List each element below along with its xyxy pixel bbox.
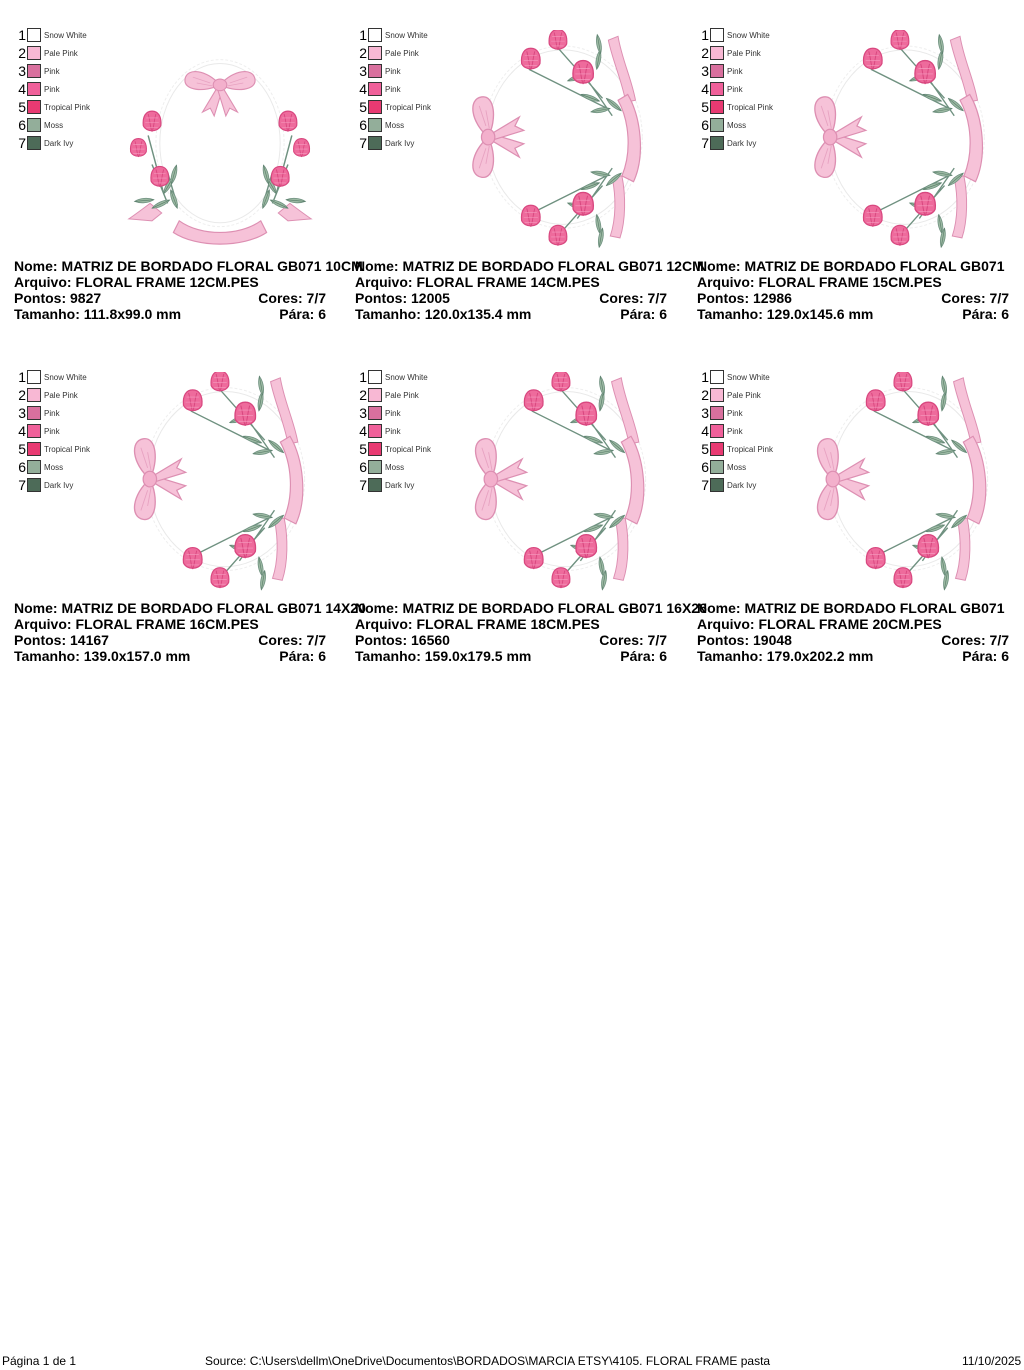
color-swatch [368, 82, 382, 96]
color-name: Dark Ivy [385, 480, 415, 490]
stop-count: Pára: 6 [962, 648, 1009, 664]
color-swatch [368, 100, 382, 114]
name-line [14, 600, 366, 616]
color-number: 3 [18, 63, 26, 79]
color-number: 4 [701, 81, 709, 97]
color-number: 6 [701, 459, 709, 475]
legend-row [357, 386, 431, 404]
color-number: 7 [359, 477, 367, 493]
color-swatch [368, 118, 382, 132]
embroidery-design-image [118, 48, 322, 248]
color-name: Pale Pink [385, 48, 419, 58]
color-swatch [368, 460, 382, 474]
legend-row [699, 386, 773, 404]
size-line [697, 306, 1009, 322]
color-number: 1 [359, 369, 367, 385]
design-name: Nome: MATRIZ DE BORDADO FLORAL GB071 [697, 600, 1005, 616]
design-size: Tamanho: 179.0x202.2 mm [697, 648, 874, 664]
color-swatch [710, 442, 724, 456]
legend-row [357, 44, 431, 62]
color-name: Pink [727, 408, 743, 418]
color-number: 7 [359, 135, 367, 151]
color-number: 4 [18, 423, 26, 439]
legend-row [16, 440, 90, 458]
stop-count: Pára: 6 [620, 306, 667, 322]
stop-count: Pára: 6 [279, 648, 326, 664]
color-number: 6 [359, 459, 367, 475]
stitches-line [14, 632, 326, 648]
color-swatch [710, 388, 724, 402]
source-path: Source: C:\Users\dellm\OneDrive\Documentos\BORDADOS\MARCIA ETSY\4105. FLORAL FRAME pasta [205, 1354, 771, 1368]
color-name: Pink [385, 66, 401, 76]
name-line [697, 258, 1009, 274]
color-swatch [368, 478, 382, 492]
color-swatch [368, 64, 382, 78]
color-swatch [368, 28, 382, 42]
size-line [355, 648, 667, 664]
file-line [697, 274, 1009, 290]
color-name: Pale Pink [44, 48, 78, 58]
color-number: 1 [701, 369, 709, 385]
legend-row [16, 386, 90, 404]
color-swatch [710, 136, 724, 150]
color-name: Tropical Pink [44, 102, 90, 112]
color-name: Pale Pink [44, 390, 78, 400]
design-info [697, 258, 1009, 322]
legend-row [357, 80, 431, 98]
color-number: 6 [701, 117, 709, 133]
color-swatch [27, 100, 41, 114]
color-name: Moss [44, 120, 64, 130]
design-card-1 [8, 20, 363, 350]
page-number: Página 1 de 1 [2, 1354, 77, 1368]
color-swatch [27, 28, 41, 42]
stop-count: Pára: 6 [279, 306, 326, 322]
color-name: Pink [385, 408, 401, 418]
color-name: Snow White [385, 30, 428, 40]
color-name: Dark Ivy [727, 138, 757, 148]
file-line [14, 616, 326, 632]
file-name: Arquivo: FLORAL FRAME 20CM.PES [697, 616, 942, 632]
legend-row [357, 458, 431, 476]
legend-row [16, 422, 90, 440]
color-swatch [710, 460, 724, 474]
file-name: Arquivo: FLORAL FRAME 14CM.PES [355, 274, 600, 290]
color-swatch [368, 370, 382, 384]
legend-row [699, 26, 773, 44]
legend-row [16, 476, 90, 494]
file-line [14, 274, 326, 290]
design-info [14, 600, 366, 664]
legend-row [699, 458, 773, 476]
color-name: Tropical Pink [727, 102, 773, 112]
color-legend [16, 368, 90, 494]
color-name: Pale Pink [727, 390, 761, 400]
embroidery-design-image [803, 30, 993, 250]
design-card-2 [349, 20, 704, 350]
color-swatch [27, 460, 41, 474]
color-number: 6 [18, 459, 26, 475]
color-swatch [368, 46, 382, 60]
color-name: Dark Ivy [44, 480, 74, 490]
color-swatch [27, 442, 41, 456]
color-swatch [710, 406, 724, 420]
stop-count: Pára: 6 [620, 648, 667, 664]
color-number: 1 [701, 27, 709, 43]
legend-row [16, 116, 90, 134]
stitches-line [14, 290, 326, 306]
file-name: Arquivo: FLORAL FRAME 18CM.PES [355, 616, 600, 632]
design-size: Tamanho: 159.0x179.5 mm [355, 648, 532, 664]
color-name: Pink [727, 84, 743, 94]
color-swatch [368, 406, 382, 420]
color-number: 4 [701, 423, 709, 439]
color-number: 2 [18, 45, 26, 61]
color-swatch [368, 424, 382, 438]
design-card-3 [691, 20, 1024, 350]
color-number: 4 [359, 81, 367, 97]
color-name: Pink [44, 84, 60, 94]
legend-row [357, 404, 431, 422]
color-number: 5 [359, 99, 367, 115]
stitch-count: Pontos: 19048 [697, 632, 792, 648]
size-line [14, 648, 326, 664]
size-line [14, 306, 326, 322]
color-name: Snow White [44, 372, 87, 382]
legend-row [357, 62, 431, 80]
file-line [355, 616, 667, 632]
embroidery-design-image [803, 372, 999, 592]
color-number: 3 [18, 405, 26, 421]
design-card-5 [349, 362, 707, 692]
design-card-4 [8, 362, 366, 692]
color-number: 3 [701, 63, 709, 79]
color-count: Cores: 7/7 [258, 632, 326, 648]
legend-row [16, 44, 90, 62]
stitches-line [355, 290, 667, 306]
legend-row [16, 26, 90, 44]
design-name: Nome: MATRIZ DE BORDADO FLORAL GB071 10CM [14, 258, 363, 274]
color-swatch [710, 46, 724, 60]
color-name: Snow White [727, 30, 770, 40]
color-name: Tropical Pink [385, 444, 431, 454]
color-number: 5 [18, 99, 26, 115]
color-legend [699, 368, 773, 494]
color-count: Cores: 7/7 [599, 290, 667, 306]
file-name: Arquivo: FLORAL FRAME 15CM.PES [697, 274, 942, 290]
color-swatch [710, 370, 724, 384]
color-name: Moss [385, 120, 405, 130]
legend-row [357, 368, 431, 386]
stitch-count: Pontos: 12005 [355, 290, 450, 306]
color-count: Cores: 7/7 [941, 290, 1009, 306]
color-number: 5 [18, 441, 26, 457]
stitch-count: Pontos: 16560 [355, 632, 450, 648]
legend-row [357, 476, 431, 494]
design-name: Nome: MATRIZ DE BORDADO FLORAL GB071 14X20 [14, 600, 366, 616]
color-number: 1 [18, 27, 26, 43]
design-name: Nome: MATRIZ DE BORDADO FLORAL GB071 [697, 258, 1005, 274]
legend-row [357, 98, 431, 116]
color-swatch [710, 118, 724, 132]
design-info [355, 258, 704, 322]
design-size: Tamanho: 111.8x99.0 mm [14, 306, 182, 322]
name-line [355, 600, 707, 616]
legend-row [699, 368, 773, 386]
color-number: 2 [701, 387, 709, 403]
stitches-line [697, 632, 1009, 648]
legend-row [16, 368, 90, 386]
legend-row [16, 404, 90, 422]
color-swatch [27, 478, 41, 492]
color-name: Snow White [727, 372, 770, 382]
color-number: 2 [359, 387, 367, 403]
color-swatch [710, 424, 724, 438]
design-name: Nome: MATRIZ DE BORDADO FLORAL GB071 12CM [355, 258, 704, 274]
legend-row [699, 98, 773, 116]
color-number: 3 [359, 405, 367, 421]
color-swatch [710, 82, 724, 96]
name-line [14, 258, 363, 274]
design-size: Tamanho: 139.0x157.0 mm [14, 648, 191, 664]
color-number: 3 [359, 63, 367, 79]
design-info [355, 600, 707, 664]
color-name: Moss [727, 462, 747, 472]
color-count: Cores: 7/7 [258, 290, 326, 306]
color-swatch [27, 118, 41, 132]
color-swatch [27, 424, 41, 438]
color-number: 1 [18, 369, 26, 385]
name-line [697, 600, 1009, 616]
legend-row [357, 440, 431, 458]
legend-row [357, 422, 431, 440]
color-number: 5 [359, 441, 367, 457]
file-name: Arquivo: FLORAL FRAME 16CM.PES [14, 616, 259, 632]
embroidery-design-image [461, 30, 651, 250]
color-number: 3 [701, 405, 709, 421]
color-swatch [27, 406, 41, 420]
color-name: Pink [44, 66, 60, 76]
color-swatch [27, 370, 41, 384]
legend-row [699, 422, 773, 440]
color-swatch [710, 64, 724, 78]
embroidery-design-image [461, 372, 657, 592]
size-line [355, 306, 667, 322]
color-name: Dark Ivy [727, 480, 757, 490]
design-size: Tamanho: 129.0x145.6 mm [697, 306, 874, 322]
color-name: Moss [385, 462, 405, 472]
color-legend [699, 26, 773, 152]
color-swatch [27, 82, 41, 96]
legend-row [699, 404, 773, 422]
color-number: 5 [701, 441, 709, 457]
color-number: 7 [18, 477, 26, 493]
color-name: Pink [727, 66, 743, 76]
color-number: 5 [701, 99, 709, 115]
color-swatch [710, 28, 724, 42]
stitch-count: Pontos: 9827 [14, 290, 102, 306]
color-swatch [27, 388, 41, 402]
legend-row [357, 134, 431, 152]
color-number: 6 [18, 117, 26, 133]
legend-row [699, 440, 773, 458]
color-name: Snow White [385, 372, 428, 382]
legend-row [699, 44, 773, 62]
color-number: 4 [18, 81, 26, 97]
print-date: 11/10/2025 [962, 1354, 1022, 1368]
legend-row [16, 98, 90, 116]
color-swatch [368, 388, 382, 402]
color-swatch [368, 136, 382, 150]
color-legend [357, 368, 431, 494]
color-name: Pink [385, 84, 401, 94]
design-card-6 [691, 362, 1024, 692]
color-name: Dark Ivy [44, 138, 74, 148]
design-size: Tamanho: 120.0x135.4 mm [355, 306, 532, 322]
color-swatch [710, 100, 724, 114]
color-swatch [710, 478, 724, 492]
color-swatch [368, 442, 382, 456]
color-name: Pale Pink [727, 48, 761, 58]
color-name: Tropical Pink [727, 444, 773, 454]
color-number: 2 [701, 45, 709, 61]
legend-row [16, 80, 90, 98]
legend-row [357, 116, 431, 134]
color-number: 2 [359, 45, 367, 61]
design-info [14, 258, 363, 322]
legend-row [16, 458, 90, 476]
file-line [355, 274, 667, 290]
color-name: Moss [44, 462, 64, 472]
color-number: 7 [18, 135, 26, 151]
design-info [697, 600, 1009, 664]
legend-row [699, 116, 773, 134]
color-name: Pink [44, 408, 60, 418]
color-name: Pale Pink [385, 390, 419, 400]
color-name: Pink [727, 426, 743, 436]
color-name: Snow White [44, 30, 87, 40]
size-line [697, 648, 1009, 664]
file-name: Arquivo: FLORAL FRAME 12CM.PES [14, 274, 259, 290]
color-legend [357, 26, 431, 152]
legend-row [357, 26, 431, 44]
color-number: 7 [701, 135, 709, 151]
color-number: 2 [18, 387, 26, 403]
color-name: Moss [727, 120, 747, 130]
stitches-line [355, 632, 667, 648]
color-legend [16, 26, 90, 152]
design-name: Nome: MATRIZ DE BORDADO FLORAL GB071 16X26 [355, 600, 707, 616]
color-number: 7 [701, 477, 709, 493]
color-name: Dark Ivy [385, 138, 415, 148]
stitches-line [697, 290, 1009, 306]
legend-row [16, 134, 90, 152]
color-name: Pink [44, 426, 60, 436]
legend-row [699, 134, 773, 152]
color-number: 6 [359, 117, 367, 133]
color-count: Cores: 7/7 [599, 632, 667, 648]
legend-row [699, 80, 773, 98]
stop-count: Pára: 6 [962, 306, 1009, 322]
color-count: Cores: 7/7 [941, 632, 1009, 648]
color-swatch [27, 64, 41, 78]
name-line [355, 258, 704, 274]
color-swatch [27, 136, 41, 150]
legend-row [699, 476, 773, 494]
color-swatch [27, 46, 41, 60]
color-number: 4 [359, 423, 367, 439]
stitch-count: Pontos: 14167 [14, 632, 109, 648]
legend-row [16, 62, 90, 80]
embroidery-design-image [120, 372, 316, 592]
color-name: Tropical Pink [44, 444, 90, 454]
color-name: Pink [385, 426, 401, 436]
stitch-count: Pontos: 12986 [697, 290, 792, 306]
color-number: 1 [359, 27, 367, 43]
color-name: Tropical Pink [385, 102, 431, 112]
file-line [697, 616, 1009, 632]
legend-row [699, 62, 773, 80]
